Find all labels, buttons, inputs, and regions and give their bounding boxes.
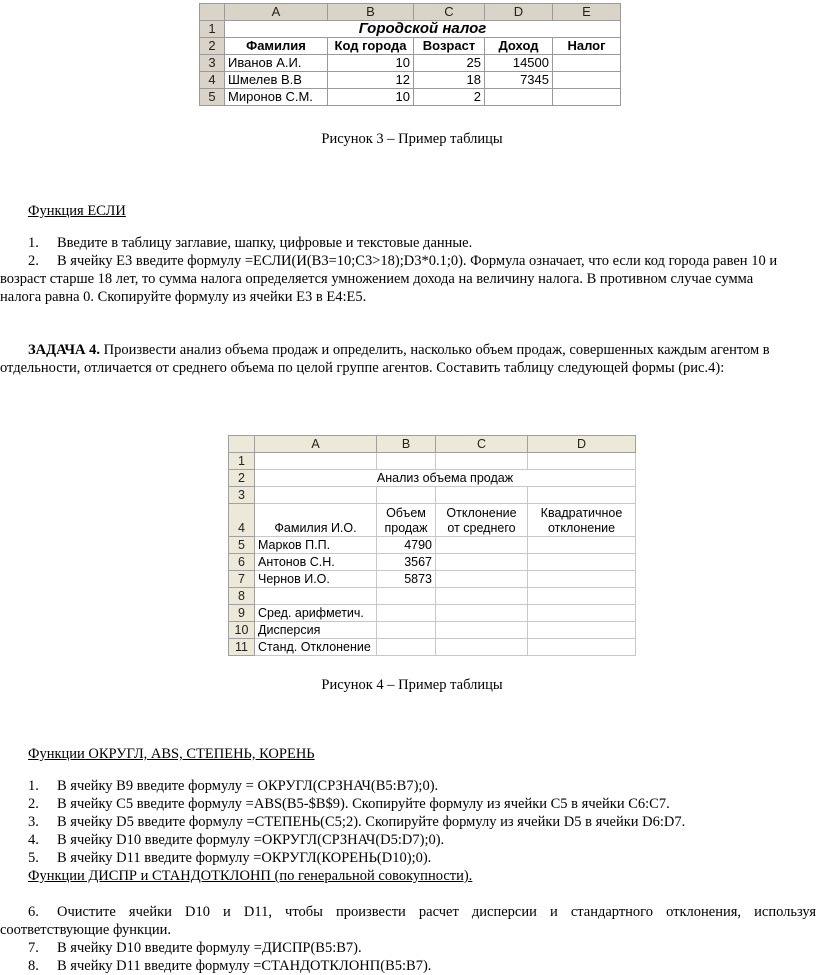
cell: [436, 453, 528, 470]
cell: [528, 554, 636, 571]
table-row: [229, 571, 636, 588]
table-row: [200, 21, 621, 38]
table-title: Анализ объема продаж: [255, 470, 636, 487]
tax-cell: [553, 89, 621, 106]
list-item: Очистите ячейки D10 и D11, чтобы произвести расчет дисперсии и стандартного отклонения, используя: [57, 904, 816, 920]
name-cell: Миронов С.М.: [225, 89, 328, 106]
cell: [377, 588, 436, 605]
age-cell: 25: [414, 55, 485, 72]
list-item: В ячейку D5 введите формулу =СТЕПЕНЬ(C5;2). Скопируйте формулу из ячейки D5 в ячейки D6:D7.: [57, 814, 686, 830]
header-cell: [436, 504, 528, 537]
col-header-a: A: [255, 436, 377, 453]
cell: [528, 487, 636, 504]
col-header-b: B: [328, 4, 414, 21]
header-line: Квадратичное: [540, 506, 623, 520]
list-number: 1.: [28, 778, 39, 794]
cell: [528, 639, 636, 656]
figure-caption-3: Рисунок 3 – Пример таблицы: [321, 131, 503, 147]
list-item: В ячейку D11 введите формулу =ОКРУГЛ(КОРЕНЬ(D10);0).: [57, 850, 432, 866]
cell: [436, 622, 528, 639]
row-number: 10: [229, 622, 255, 639]
corner-cell: [229, 436, 255, 453]
cell: [528, 622, 636, 639]
name-cell: Шмелев В.В: [225, 72, 328, 89]
list-number: 6.: [28, 904, 39, 920]
cell: [255, 487, 377, 504]
header-cell: Код города: [328, 38, 414, 55]
volume-cell: 4790: [377, 537, 436, 554]
table-row: [200, 72, 621, 89]
list-item: В ячейку C5 введите формулу =ABS(B5-$B$9). Скопируйте формулу из ячейки C5 в ячейки C6:C7.: [57, 796, 670, 812]
row-number: 4: [200, 72, 225, 89]
code-cell: 12: [328, 72, 414, 89]
tax-cell: [553, 72, 621, 89]
column-header-row: [200, 4, 621, 21]
col-header-c: C: [436, 436, 528, 453]
label-cell: Дисперсия: [255, 622, 377, 639]
col-header-c: C: [414, 4, 485, 21]
col-header-b: B: [377, 436, 436, 453]
task4-text: Произвести анализ объема продаж и определить, насколько объем продаж, совершенных каждым агентом в: [99, 342, 770, 358]
city-tax-spreadsheet: [199, 3, 621, 106]
header-cell: Возраст: [414, 38, 485, 55]
row-number: 8: [229, 588, 255, 605]
volume-cell: 3567: [377, 554, 436, 571]
header-cell: Фамилия: [225, 38, 328, 55]
cell: [436, 639, 528, 656]
table-row: [200, 89, 621, 106]
label-cell: Станд. Отклонение: [255, 639, 377, 656]
table-row: [229, 487, 636, 504]
section-heading-if: Функция ЕСЛИ: [28, 203, 126, 219]
income-cell: 14500: [485, 55, 553, 72]
paragraph-line: налога равна 0. Скопируйте формулу из ячейки E3 в E4:E5.: [0, 289, 367, 305]
cell: [377, 639, 436, 656]
name-cell: Чернов И.О.: [255, 571, 377, 588]
paragraph-line: отдельности, отличается от среднего объема по целой группе агентов. Составить таблицу следующей формы (рис.4):: [0, 360, 725, 376]
section-heading-variance: Функции ДИСПР и СТАНДОТКЛОНП (по генеральной совокупности).: [28, 868, 473, 884]
paragraph-line: соответствующие функции.: [0, 922, 171, 938]
list-item: В ячейку D10 введите формулу =ОКРУГЛ(СРЗНАЧ(D5:D7);0).: [57, 832, 445, 848]
table-row: [229, 554, 636, 571]
row-number: 11: [229, 639, 255, 656]
list-number: 5.: [28, 850, 39, 866]
cell: [377, 453, 436, 470]
header-cell: Доход: [485, 38, 553, 55]
header-cell: Фамилия И.О.: [255, 504, 377, 537]
cell: [436, 605, 528, 622]
cell: [255, 588, 377, 605]
header-cell: [528, 504, 636, 537]
list-number: 2.: [28, 796, 39, 812]
row-number: 5: [200, 89, 225, 106]
table-row: [229, 622, 636, 639]
age-cell: 18: [414, 72, 485, 89]
name-cell: Антонов С.Н.: [255, 554, 377, 571]
col-header-d: D: [528, 436, 636, 453]
cell: [377, 487, 436, 504]
cell: [377, 605, 436, 622]
list-number: 3.: [28, 814, 39, 830]
code-cell: 10: [328, 89, 414, 106]
table-row: [229, 453, 636, 470]
corner-cell: [200, 4, 225, 21]
cell: [377, 622, 436, 639]
row-number: 3: [229, 487, 255, 504]
sales-analysis-spreadsheet: [228, 435, 636, 656]
cell: [436, 571, 528, 588]
task4-paragraph: [28, 342, 816, 359]
list-number: 2.: [28, 253, 39, 269]
row-number: 1: [200, 21, 225, 38]
cell: [255, 453, 377, 470]
header-cell: [377, 504, 436, 537]
table-row: [200, 55, 621, 72]
table-header-row: [229, 504, 636, 537]
row-number: 3: [200, 55, 225, 72]
col-header-e: E: [553, 4, 621, 21]
list-number: 1.: [28, 235, 39, 251]
list-number: 4.: [28, 832, 39, 848]
row-number: 2: [229, 470, 255, 487]
task4-label: ЗАДАЧА 4.: [28, 342, 100, 358]
header-line: продаж: [384, 521, 428, 535]
cell: [528, 588, 636, 605]
row-number: 5: [229, 537, 255, 554]
name-cell: Марков П.П.: [255, 537, 377, 554]
name-cell: Иванов А.И.: [225, 55, 328, 72]
list-item: В ячейку D11 введите формулу =СТАНДОТКЛОНП(B5:B7).: [57, 958, 432, 974]
header-cell: Налог: [553, 38, 621, 55]
tax-cell: [553, 55, 621, 72]
row-number: 4: [229, 504, 255, 537]
row-number: 2: [200, 38, 225, 55]
table-title: Городской налог: [225, 21, 621, 38]
col-header-a: A: [225, 4, 328, 21]
cell: [436, 537, 528, 554]
table-row: [229, 605, 636, 622]
row-number: 9: [229, 605, 255, 622]
list-number: 8.: [28, 958, 39, 974]
column-header-row: [229, 436, 636, 453]
list-item: В ячейку E3 введите формулу =ЕСЛИ(И(B3=10;C3>18);D3*0.1;0). Формула означает, что если код города равен 10 и: [57, 253, 778, 269]
cell: [528, 605, 636, 622]
row-number: 6: [229, 554, 255, 571]
table-row: [229, 639, 636, 656]
cell: [436, 554, 528, 571]
volume-cell: 5873: [377, 571, 436, 588]
list-number: 7.: [28, 940, 39, 956]
table-row: [229, 470, 636, 487]
table-header-row: [200, 38, 621, 55]
col-header-d: D: [485, 4, 553, 21]
cell: [436, 588, 528, 605]
cell: [528, 571, 636, 588]
header-line: от среднего: [447, 521, 516, 535]
figure-caption-4: Рисунок 4 – Пример таблицы: [321, 677, 503, 693]
header-line: Отклонение: [446, 506, 517, 520]
list-item: В ячейку B9 введите формулу = ОКРУГЛ(СРЗНАЧ(B5:B7);0).: [57, 778, 439, 794]
list-item: В ячейку D10 введите формулу =ДИСПР(B5:B7).: [57, 940, 362, 956]
income-cell: 7345: [485, 72, 553, 89]
section-heading-functions: Функции ОКРУГЛ, ABS, СТЕПЕНЬ, КОРЕНЬ: [28, 746, 315, 762]
paragraph-line: возраст старше 18 лет, то сумма налога определяется умножением дохода на величину налога. В противном случае сумма: [0, 271, 754, 287]
age-cell: 2: [414, 89, 485, 106]
cell: [528, 453, 636, 470]
table-row: [229, 588, 636, 605]
header-line: отклонение: [547, 521, 616, 535]
table-row: [229, 537, 636, 554]
cell: [436, 487, 528, 504]
label-cell: Сред. арифметич.: [255, 605, 377, 622]
row-number: 1: [229, 453, 255, 470]
row-number: 7: [229, 571, 255, 588]
list-item: Введите в таблицу заглавие, шапку, цифровые и текстовые данные.: [57, 235, 473, 251]
income-cell: [485, 89, 553, 106]
code-cell: 10: [328, 55, 414, 72]
cell: [528, 537, 636, 554]
header-line: Объем: [386, 506, 426, 520]
